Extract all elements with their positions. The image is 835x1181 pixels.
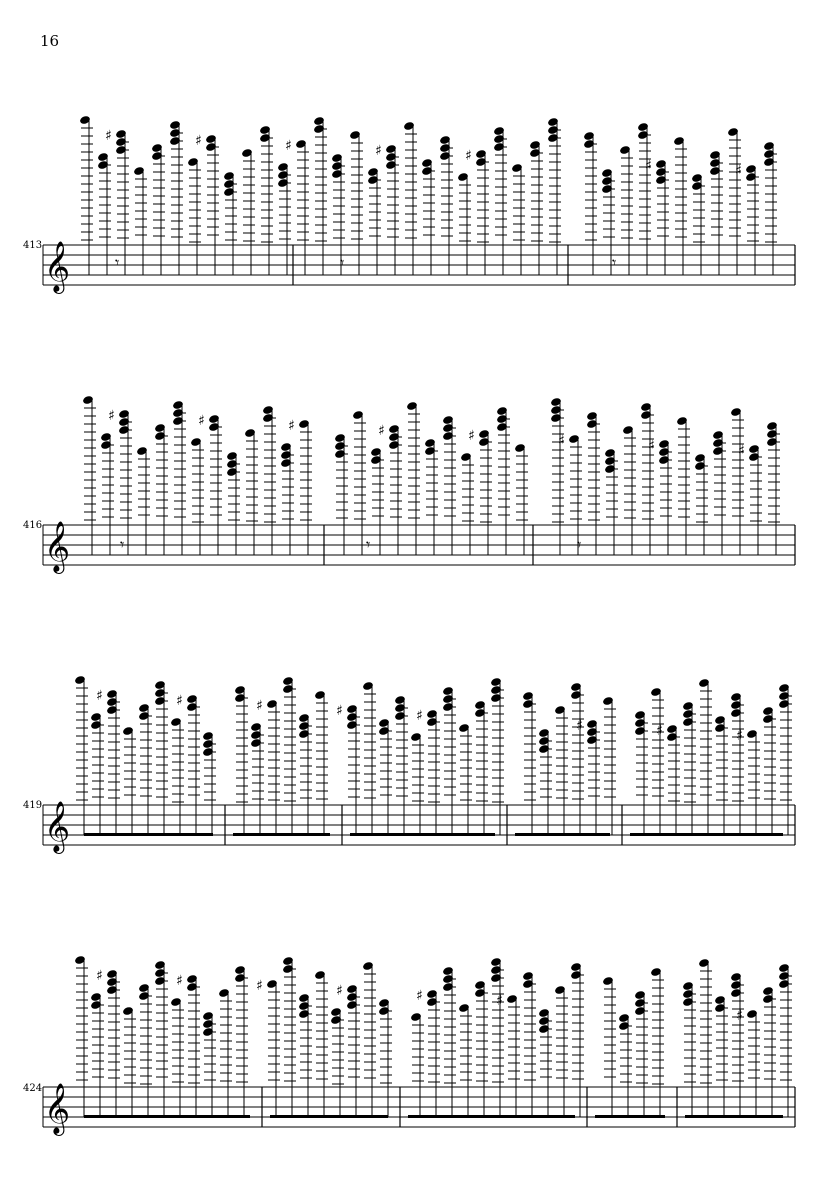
eighth-rest-icon: 𝄾 (612, 253, 617, 272)
sharp-icon: ♯ (336, 983, 343, 999)
sharp-icon: ♯ (416, 708, 423, 724)
treble-clef-icon: 𝄞 (44, 801, 71, 852)
measure-number: 424 (23, 1083, 43, 1094)
sharp-icon: ♯ (558, 433, 565, 449)
sharp-icon: ♯ (96, 968, 103, 984)
sharp-icon: ♯ (176, 973, 183, 989)
sharp-icon: ♯ (465, 148, 472, 164)
sharp-icon: ♯ (576, 718, 583, 734)
treble-clef-icon: 𝄞 (44, 521, 71, 572)
sharp-icon: ♯ (416, 988, 423, 1004)
beam (595, 1115, 665, 1118)
sharp-icon: ♯ (736, 728, 743, 744)
beam (84, 833, 213, 836)
sharp-icon: ♯ (496, 993, 503, 1009)
eighth-rest-icon: 𝄾 (577, 535, 582, 554)
treble-clef-icon: 𝄞 (44, 241, 71, 292)
treble-clef-icon: 𝄞 (44, 1083, 71, 1134)
beam (408, 1115, 575, 1118)
eighth-rest-icon: 𝄾 (120, 535, 125, 554)
sharp-icon: ♯ (645, 158, 652, 174)
sharp-icon: ♯ (108, 408, 115, 424)
sharp-icon: ♯ (96, 688, 103, 704)
page-number: 16 (40, 32, 60, 50)
measure-number: 416 (23, 520, 43, 531)
eighth-rest-icon: 𝄾 (340, 253, 345, 272)
sharp-icon: ♯ (378, 423, 385, 439)
sharp-icon: ♯ (176, 693, 183, 709)
sharp-icon: ♯ (656, 723, 663, 739)
eighth-rest-icon: 𝄾 (115, 253, 120, 272)
beam (84, 1115, 250, 1118)
sharp-icon: ♯ (256, 978, 263, 994)
sharp-icon: ♯ (198, 413, 205, 429)
beam (630, 833, 783, 836)
sharp-icon: ♯ (375, 143, 382, 159)
beam (233, 833, 330, 836)
sharp-icon: ♯ (336, 703, 343, 719)
sharp-icon: ♯ (648, 438, 655, 454)
measure-number: 419 (23, 800, 43, 811)
sharp-icon: ♯ (288, 418, 295, 434)
eighth-rest-icon: 𝄾 (366, 535, 371, 554)
measure-number: 413 (23, 240, 43, 251)
beam (270, 1115, 388, 1118)
beam (685, 1115, 783, 1118)
sharp-icon: ♯ (256, 698, 263, 714)
sharp-icon: ♯ (735, 163, 742, 179)
beam (515, 833, 610, 836)
sharp-icon: ♯ (105, 128, 112, 144)
sharp-icon: ♯ (738, 443, 745, 459)
sharp-icon: ♯ (285, 138, 292, 154)
sharp-icon: ♯ (468, 428, 475, 444)
sharp-icon: ♯ (195, 133, 202, 149)
sharp-icon: ♯ (736, 1008, 743, 1024)
beam (350, 833, 495, 836)
